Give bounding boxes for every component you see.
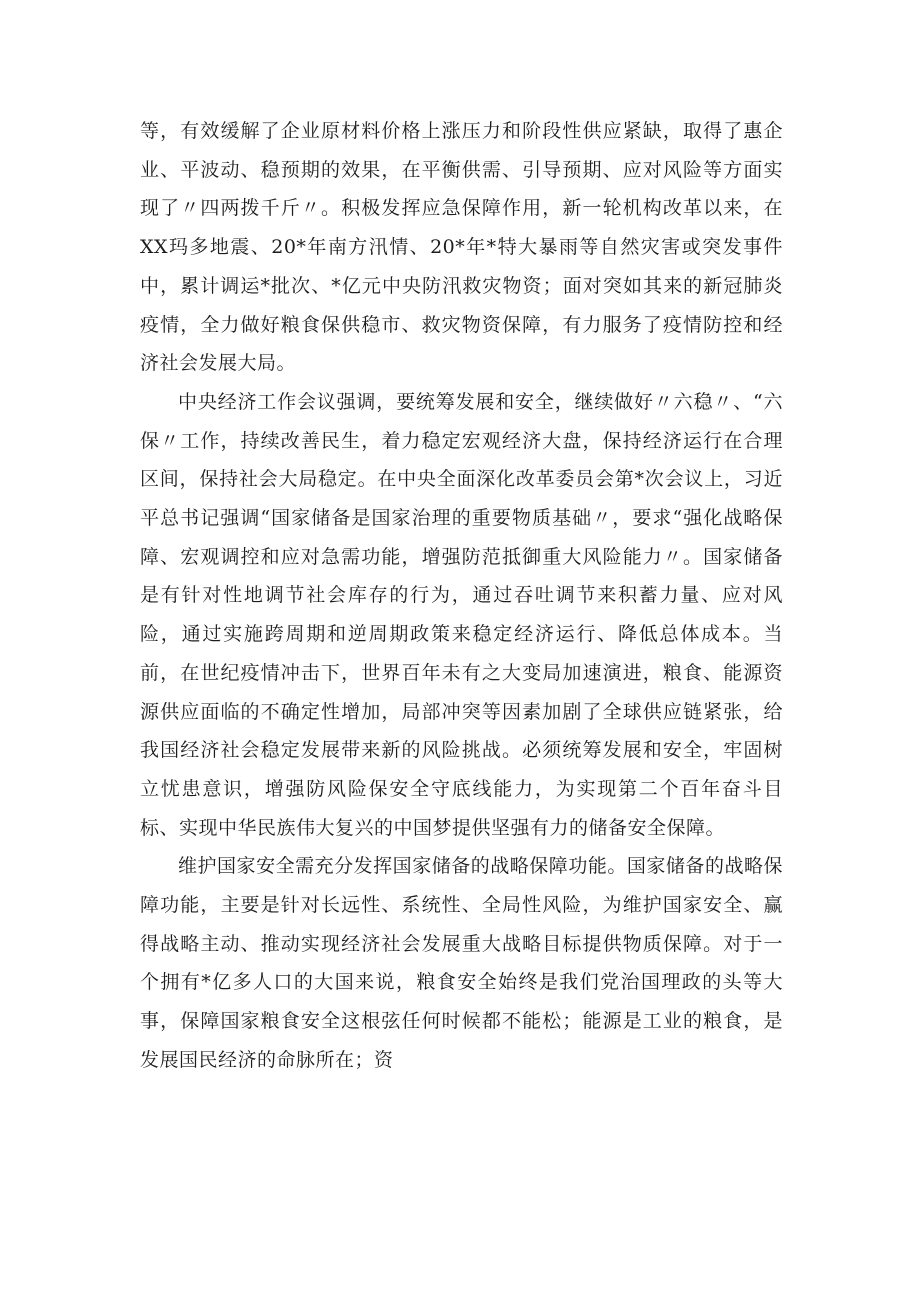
- paragraph-2: 中央经济工作会议强调，要统筹发展和安全，继续做好〃六稳〃、“六保〃工作，持续改善民生，着力稳定宏观经济大盘，保持经济运行在合理区间，保持社会大局稳定。在中央全面深化改革委员会第*次会议上，习近平总书记强调“国家储备是国家治理的重要物质基础〃，要求“强化战略保障、宏观调控和应对急需功能，增强防范抵御重大风险能力〃。国家储备是有针对性地调节社会库存的行为，通过吞吐调节来积蓄力量、应对风险，通过实施跨周期和逆周期政策来稳定经济运行、降低总体成本。当前，在世纪疫情冲击下，世界百年未有之大变局加速演进，粮食、能源资源供应面临的不确定性增加，局部冲突等因素加剧了全球供应链紧张，给我国经济社会稳定发展带来新的风险挑战。必须统筹发展和安全，牢固树立忧患意识，增强防风险保安全守底线能力，为实现第二个百年奋斗目标、实现中华民族伟大复兴的中国梦提供坚强有力的储备安全保障。: [140, 390, 783, 839]
- paragraph-3: 维护国家安全需充分发挥国家储备的战略保障功能。国家储备的战略保障功能，主要是针对长远性、系统性、全局性风险，为维护国家安全、赢得战略主动、推动实现经济社会发展重大战略目标提供物质保障。对于一个拥有*亿多人口的大国来说，粮食安全始终是我们党治国理政的头等大事，保障国家粮食安全这根弦任何时候都不能松；能源是工业的粮食，是发展国民经济的命脉所在；资: [140, 855, 783, 1071]
- paragraph-1: 等，有效缓解了企业原材料价格上涨压力和阶段性供应紧缺，取得了惠企业、平波动、稳预期的效果，在平衡供需、引导预期、应对风险等方面实现了〃四两拨千斤〃。积极发挥应急保障作用，新一轮机构改革以来，在XX玛多地震、20*年南方汛情、20*年*特大暴雨等自然灾害或突发事件中，累计调运*批次、*亿元中央防汛救灾物资；面对突如其来的新冠肺炎疫情，全力做好粮食保供稳市、救灾物资保障，有力服务了疫情防控和经济社会发展大局。: [140, 120, 783, 375]
- document-page: [140, 112, 783, 1080]
